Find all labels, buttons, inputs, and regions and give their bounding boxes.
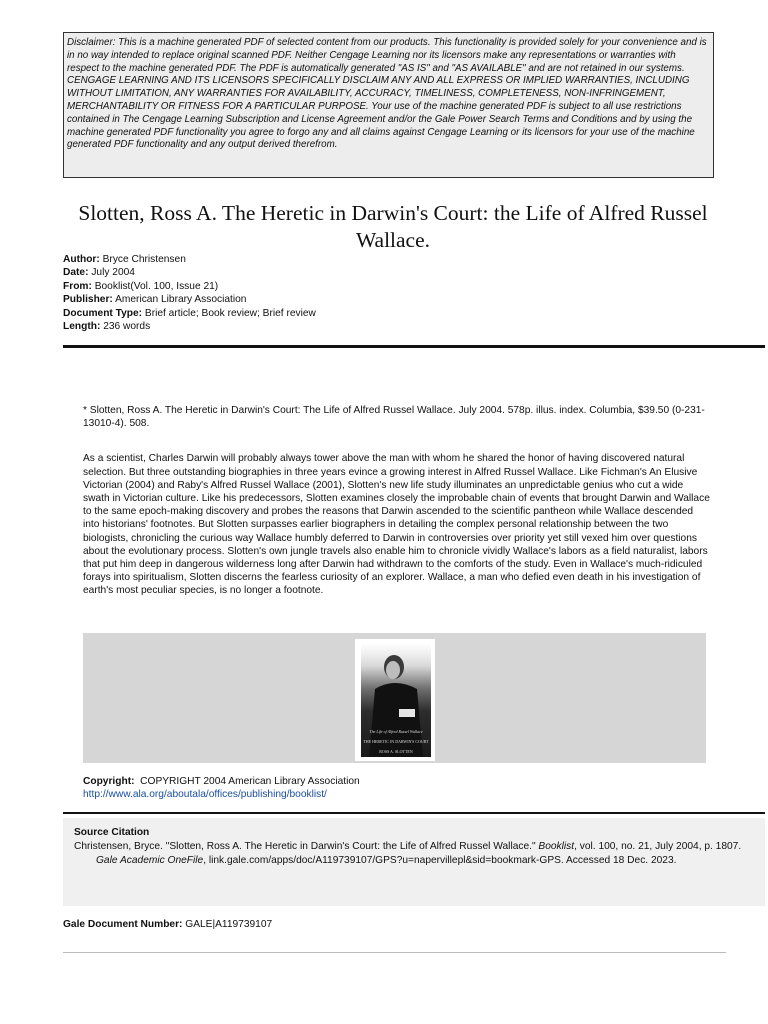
book-cover-figure	[83, 633, 706, 763]
gale-number-value: GALE|A119739107	[185, 919, 273, 930]
cover-subtitle: The Life of Alfred Russel Wallace	[369, 729, 423, 734]
bibliographic-entry: * Slotten, Ross A. The Heretic in Darwin's Court: The Life of Alfred Russel Wallace. July 2004. 578p. illus. index. Columbia, $39.50 (0-231-13010-4). 508.	[83, 405, 705, 430]
source-citation-box	[63, 818, 765, 906]
review-paragraph: As a scientist, Charles Darwin will probably always tower above the man with whom he shared the honor of having discovered natural selection. But three outstanding biographies in three years evince a growing interest in Alfred Russel Wallace. Like Fichman's An Elusive Victorian (2004) and Raby's Alfred Russel Wallace (2001), Slotten's new life study illuminates an unpredictable genius who cut a wide swath in Victorian culture. Like his predecessors, Slotten examines closely the improbable chain of events that brought Darwin and Wallace to the same epoch-making discovery and probes the reasons that Darwin ascended to the scientific pantheon while Wallace descended into historians' footnotes. But Slotten surpasses earlier biographers in detailing the complex personal relationship between the two biologists, chronicling the curious way Wallace humbly deferred to Darwin in controversies over priority yet still vexed him over questions about the evolutionary process. Slotten's own jungle travels also enable him to chronicle vividly Wallace's labors as a field naturalist, labors that put him deep in dangerous wilderness long after Darwin had withdrawn to the comforts of the study. Even in Wallace's much-ridiculed forays into spiritualism, Slotten discerns the fearless curiosity of an explorer. Wallace, a man who defied even death in his investigation of earth's most peculiar species, is no longer a footnote.	[83, 453, 710, 597]
meta-author-value: Bryce Christensen	[102, 254, 186, 265]
copyright-block	[83, 775, 711, 801]
gale-number-label: Gale Document Number:	[63, 919, 183, 930]
citation-text	[74, 840, 753, 868]
meta-publisher-value: American Library Association	[115, 294, 247, 306]
disclaimer-box: Disclaimer: This is a machine generated PDF of selected content from our products. This functionality is provided solely for your convenience and is in no way intended to replace original scanned PDF. Neither Cengage Learning nor its licensors make any representations or warranties with respect to the machine generated PDF. The PDF is automatically generated "AS IS" and "AS AVAILABLE" and are not retained in our systems. CENGAGE LEARNING AND ITS LICENSORS SPECIFICALLY DISCLAIM ANY AND ALL EXPRESS OR IMPLIED WARRANTIES, INCLUDING WITHOUT LIMITATION, ANY WARRANTIES FOR AVAILABILITY, ACCURACY, TIMELINESS, COMPLETENESS, NON-INFRINGEMENT, MERCHANTABILITY OR FITNESS FOR A PARTICULAR PURPOSE. Your use of the machine generated PDF is subject to all use restrictions contained in The Cengage Learning Subscription and License Agreement and/or the Gale Power Search Terms and Conditions and by using the machine generated PDF functionality you agree to forgo any and all claims against Cengage Learning or its licensors for your use of the machine generated PDF functionality and any output derived therefrom.	[63, 32, 714, 178]
footer-divider	[63, 952, 726, 953]
metadata-block	[63, 253, 723, 333]
citation-part1: Christensen, Bryce. "Slotten, Ross A. The Heretic in Darwin's Court: the Life of Alfred Russel Wallace."	[74, 841, 539, 852]
book-cover-portrait	[361, 643, 431, 757]
meta-length-value: 236 words	[103, 321, 151, 333]
meta-publisher-label: Publisher:	[63, 294, 113, 306]
meta-doctype-label: Document Type:	[63, 307, 143, 319]
publisher-link[interactable]: http://www.ala.org/aboutala/offices/publishing/booklist/	[83, 789, 327, 801]
meta-length	[63, 320, 723, 333]
book-cover-image	[355, 639, 435, 761]
meta-date	[63, 266, 723, 279]
meta-publisher	[63, 293, 723, 306]
meta-length-label: Length:	[63, 321, 101, 333]
header-divider	[63, 345, 765, 348]
article-body	[83, 404, 711, 611]
meta-author-label: Author:	[63, 254, 100, 265]
meta-date-value: July 2004	[91, 267, 135, 279]
citation-part3: , link.gale.com/apps/doc/A119739107/GPS?u=napervillepl&sid=bookmark-GPS. Accessed 18 Dec. 2023.	[203, 855, 677, 866]
cover-author: ROSS A. SLOTTEN	[379, 749, 413, 754]
meta-from-label: From:	[63, 280, 92, 292]
meta-doctype	[63, 307, 723, 320]
meta-from	[63, 280, 723, 293]
cover-title: THE HERETIC IN DARWIN'S COURT	[363, 739, 429, 744]
citation-part2: , vol. 100, no. 21, July 2004, p. 1807.	[574, 841, 742, 852]
meta-doctype-value: Brief article; Book review; Brief review	[144, 307, 316, 319]
copyright-label: Copyright:	[83, 776, 135, 787]
citation-journal: Booklist	[538, 841, 575, 852]
citation-database: Gale Academic OneFile	[96, 855, 204, 866]
copyright-line	[83, 775, 711, 788]
meta-from-value: Booklist(Vol. 100, Issue 21)	[94, 280, 219, 292]
document-title: Slotten, Ross A. The Heretic in Darwin's Court: the Life of Alfred Russel Wallace.	[78, 201, 708, 252]
copyright-text: COPYRIGHT 2004 American Library Association	[140, 776, 360, 787]
citation-heading: Source Citation	[74, 827, 150, 838]
meta-date-label: Date:	[63, 267, 89, 279]
meta-author	[63, 253, 723, 266]
gale-document-number	[63, 918, 272, 931]
citation-divider	[63, 812, 765, 814]
